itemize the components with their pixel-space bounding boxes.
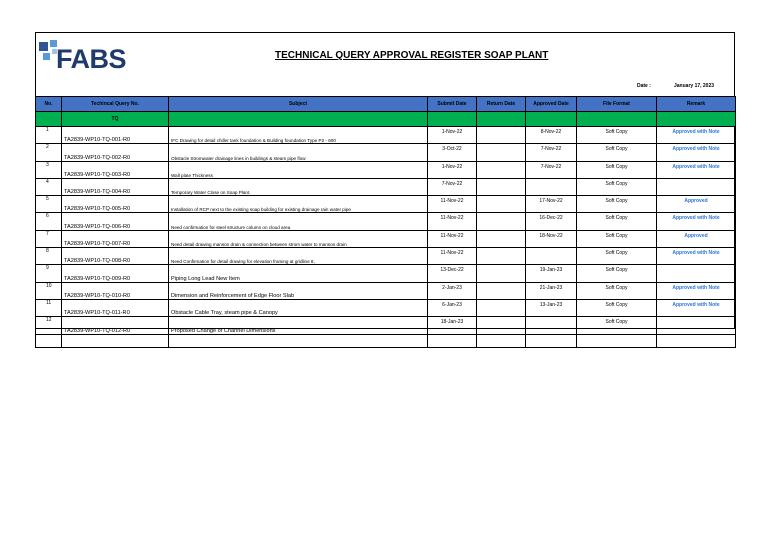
cell-tq-no: TA2839-WP10-TQ-002-R0	[62, 144, 169, 161]
table-row	[36, 161, 736, 178]
cell-approved-date: 7-Nov-22	[526, 161, 577, 178]
cell-empty	[169, 334, 428, 347]
cell-file-format: Soft Copy	[577, 196, 657, 213]
cell-approved-date: 8-Nov-22	[526, 127, 577, 144]
cell-approved-date: 21-Jan-23	[526, 282, 577, 299]
cell-return-date	[477, 317, 526, 334]
cell-remark: Approved	[657, 196, 736, 213]
cell-subject: Need Confirmation for detail drawing for elevation framing at gridline 8,	[169, 248, 428, 265]
cell-file-format: Soft Copy	[577, 299, 657, 316]
cell-no: 7	[36, 230, 62, 247]
cell-file-format: Soft Copy	[577, 127, 657, 144]
cell-return-date	[477, 299, 526, 316]
cell-subject: Installation of RCP next to the existing soap building for existing drainage rain water pipe	[169, 196, 428, 213]
cell-tq-no: TA2839-WP10-TQ-004-R0	[62, 178, 169, 195]
page-title: TECHNICAL QUERY APPROVAL REGISTER SOAP PLANT	[275, 50, 549, 61]
cell-empty	[477, 334, 526, 347]
tq-section-row	[36, 112, 736, 127]
cell-subject: Obstacle Stromwater drainage lines in buildings & steam pipe flow	[169, 144, 428, 161]
col-return-date: Return Date	[477, 97, 526, 112]
cell-no: 10	[36, 282, 62, 299]
cell-return-date	[477, 161, 526, 178]
cell-file-format: Soft Copy	[577, 265, 657, 282]
cell-subject: Dimension and Reinforcement of Edge Floor Slab	[169, 282, 428, 299]
cell-return-date	[477, 196, 526, 213]
cell-file-format: Soft Copy	[577, 317, 657, 334]
cell-file-format: Soft Copy	[577, 178, 657, 195]
cell-remark: Approved with Note	[657, 161, 736, 178]
cell-no: 12	[36, 317, 62, 334]
cell-remark	[657, 317, 736, 334]
cell-submit-date: 11-Nov-22	[428, 230, 477, 247]
cell-subject: Piping Long Lead New Item	[169, 265, 428, 282]
cell-submit-date: 1-Nov-22	[428, 161, 477, 178]
table-row	[36, 196, 736, 213]
cell-submit-date: 11-Nov-22	[428, 248, 477, 265]
cell-approved-date: 19-Jan-23	[526, 265, 577, 282]
cell-no: 8	[36, 248, 62, 265]
table-row	[36, 248, 736, 265]
cell-remark	[657, 178, 736, 195]
cell-approved-date	[526, 178, 577, 195]
cell-submit-date: 11-Nov-22	[428, 196, 477, 213]
date-label: Date :	[637, 83, 651, 89]
col-no: No.	[36, 97, 62, 112]
cell-empty	[428, 334, 477, 347]
col-approved-date: Approved Date	[526, 97, 577, 112]
col-remark: Remark	[657, 97, 736, 112]
table-row	[36, 282, 736, 299]
cell-approved-date: 16-Dec-22	[526, 213, 577, 230]
cell-subject: Temporary Water Close on Soap Plant.	[169, 178, 428, 195]
col-subject: Subject	[169, 97, 428, 112]
cell-submit-date: 1-Nov-22	[428, 127, 477, 144]
cell-file-format: Soft Copy	[577, 282, 657, 299]
cell-submit-date: 13-Dec-22	[428, 265, 477, 282]
cell-submit-date: 6-Jan-23	[428, 299, 477, 316]
cell-approved-date: 18-Nov-22	[526, 230, 577, 247]
cell-empty	[62, 334, 169, 347]
cell-subject: Proposed Change of Channel Dimensions	[169, 317, 428, 334]
cell-subject: Wall plate Thickness	[169, 161, 428, 178]
table-row	[36, 213, 736, 230]
cell-no: 6	[36, 213, 62, 230]
fabs-logo	[39, 40, 129, 76]
tq-section-blank	[577, 112, 657, 127]
cell-no: 4	[36, 178, 62, 195]
cell-return-date	[477, 127, 526, 144]
cell-submit-date: 18-Jan-23	[428, 317, 477, 334]
table-row	[36, 317, 736, 334]
cell-tq-no: TA2839-WP10-TQ-009-R0	[62, 265, 169, 282]
table-row	[36, 178, 736, 195]
cell-no: 5	[36, 196, 62, 213]
cell-empty	[657, 334, 736, 347]
col-file-format: File Format	[577, 97, 657, 112]
cell-empty	[36, 334, 62, 347]
cell-remark: Approved with Note	[657, 144, 736, 161]
cell-return-date	[477, 248, 526, 265]
tq-section-blank	[657, 112, 736, 127]
cell-subject: IFC Drawing for detail chiller tank foundation & Building foundation Type P2 - 600	[169, 127, 428, 144]
table-row	[36, 144, 736, 161]
cell-remark: Approved with Note	[657, 127, 736, 144]
cell-subject: Need confirmation for steel structure column on cloud area	[169, 213, 428, 230]
cell-approved-date	[526, 248, 577, 265]
cell-remark: Approved with Note	[657, 282, 736, 299]
cell-tq-no: TA2839-WP10-TQ-011-R0	[62, 299, 169, 316]
cell-return-date	[477, 144, 526, 161]
cell-file-format: Soft Copy	[577, 230, 657, 247]
col-submit-date: Submit Date	[428, 97, 477, 112]
cell-file-format: Soft Copy	[577, 213, 657, 230]
cell-no: 3	[36, 161, 62, 178]
cell-tq-no: TA2839-WP10-TQ-010-R0	[62, 282, 169, 299]
cell-tq-no: TA2839-WP10-TQ-008-R0	[62, 248, 169, 265]
cell-subject: Obstacle Cable Tray, steam pipe & Canopy	[169, 299, 428, 316]
cell-remark: Approved with Note	[657, 248, 736, 265]
cell-return-date	[477, 213, 526, 230]
tq-section-blank	[428, 112, 477, 127]
cell-no: 11	[36, 299, 62, 316]
cell-tq-no: TA2839-WP10-TQ-005-R0	[62, 196, 169, 213]
table-row	[36, 230, 736, 247]
cell-return-date	[477, 265, 526, 282]
cell-file-format: Soft Copy	[577, 161, 657, 178]
cell-submit-date: 7-Nov-22	[428, 178, 477, 195]
cell-submit-date: 2-Jan-23	[428, 282, 477, 299]
cell-no: 1	[36, 127, 62, 144]
cell-no: 9	[36, 265, 62, 282]
cell-tq-no: TA2839-WP10-TQ-001-R0	[62, 127, 169, 144]
cell-return-date	[477, 230, 526, 247]
cell-approved-date	[526, 317, 577, 334]
cell-remark	[657, 265, 736, 282]
cell-remark: Approved with Note	[657, 213, 736, 230]
tq-section-label: TQ	[62, 112, 169, 127]
cell-empty	[577, 334, 657, 347]
cell-file-format: Soft Copy	[577, 144, 657, 161]
cell-submit-date: 11-Nov-22	[428, 213, 477, 230]
cell-remark: Approved	[657, 230, 736, 247]
cell-empty	[526, 334, 577, 347]
table-header-row	[36, 97, 736, 112]
table-row-empty	[36, 334, 736, 347]
cell-approved-date: 13-Jan-23	[526, 299, 577, 316]
tq-section-blank	[477, 112, 526, 127]
cell-submit-date: 3-Oct-22	[428, 144, 477, 161]
col-tq-no: Techincal Query No.	[62, 97, 169, 112]
date-value: January 17, 2023	[674, 83, 715, 89]
cell-return-date	[477, 178, 526, 195]
tq-section-blank	[169, 112, 428, 127]
cell-tq-no: TA2839-WP10-TQ-012-R0	[62, 317, 169, 334]
table-row	[36, 127, 736, 144]
cell-file-format: Soft Copy	[577, 248, 657, 265]
table-row	[36, 265, 736, 282]
tq-register-table	[35, 96, 736, 348]
cell-no: 2	[36, 144, 62, 161]
cell-subject: Need detail drawing manson drain & connection between strom water to manson drain	[169, 230, 428, 247]
logo-text: FABS	[56, 44, 127, 74]
cell-tq-no: TA2839-WP10-TQ-006-R0	[62, 213, 169, 230]
cell-tq-no: TA2839-WP10-TQ-003-R0	[62, 161, 169, 178]
tq-section-blank	[36, 112, 62, 127]
cell-approved-date: 7-Nov-22	[526, 144, 577, 161]
cell-return-date	[477, 282, 526, 299]
cell-approved-date: 17-Nov-22	[526, 196, 577, 213]
cell-remark: Approved with Note	[657, 299, 736, 316]
table-row	[36, 299, 736, 316]
tq-section-blank	[526, 112, 577, 127]
cell-tq-no: TA2839-WP10-TQ-007-R0	[62, 230, 169, 247]
